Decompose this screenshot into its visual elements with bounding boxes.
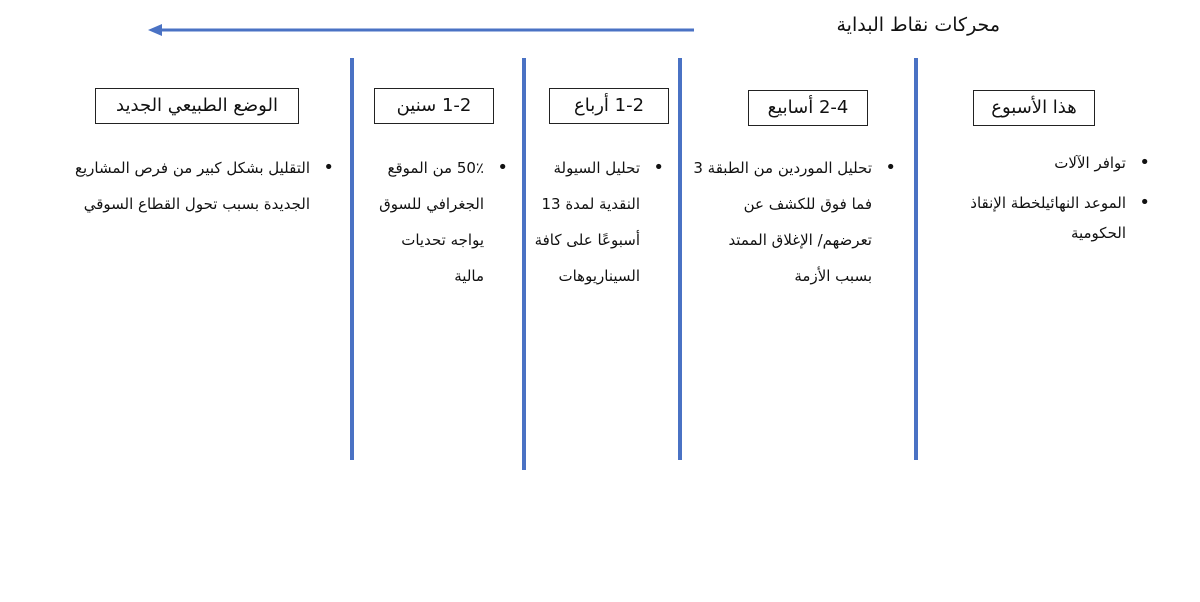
list-item: • تحليل الموردين من الطبقة 3 فما فوق للكشف عن تعرضهم/ الإغلاق الممتد بسبب الأزمة bbox=[690, 150, 898, 294]
column-divider bbox=[350, 58, 354, 460]
list-item: • تحليل السيولة النقدية لمدة 13 أسبوعًا على كافة السيناريوهات bbox=[532, 150, 666, 294]
diagram-title: محركات نقاط البداية bbox=[836, 14, 1000, 36]
column-title: 1-2 أرباع bbox=[549, 88, 669, 124]
list-item: • 50٪ من الموقع الجغرافي للسوق يواجه تحديات مالية bbox=[370, 150, 510, 294]
column-divider bbox=[914, 58, 918, 460]
timeline-arrow bbox=[148, 20, 698, 40]
column-title: 1-2 سنين bbox=[374, 88, 494, 124]
column-title: الوضع الطبيعي الجديد bbox=[95, 88, 299, 124]
column-item-list bbox=[370, 150, 510, 294]
list-item: • التقليل بشكل كبير من فرص المشاريع الجديدة بسبب تحول القطاع السوقي bbox=[44, 150, 336, 222]
column-item-list bbox=[532, 150, 666, 294]
column-divider bbox=[678, 58, 682, 460]
column-title: 2-4 أسابيع bbox=[748, 90, 868, 126]
column-item-list bbox=[690, 150, 898, 294]
column-item-list bbox=[942, 148, 1152, 258]
column-divider bbox=[522, 58, 526, 470]
column-item-list bbox=[44, 150, 336, 222]
list-item: • توافر الآلات bbox=[942, 148, 1152, 178]
column-title: هذا الأسبوع bbox=[973, 90, 1095, 126]
list-item: • الموعد النهائيلخطة الإنقاذ الحكومية bbox=[942, 188, 1152, 248]
